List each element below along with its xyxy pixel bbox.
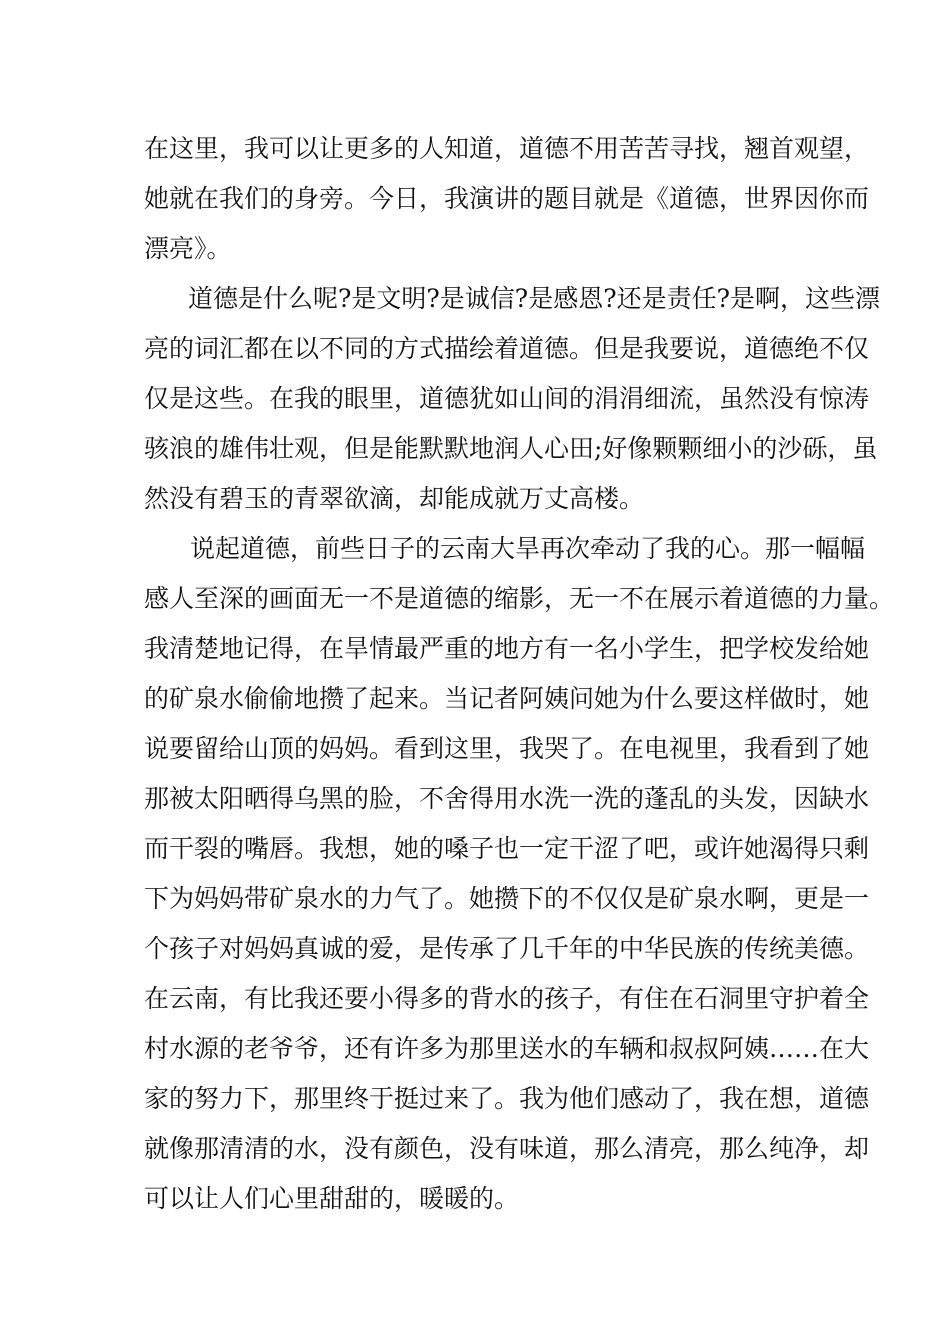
text-line: 说要留给山顶的妈妈。看到这里，我哭了。在电视里，我看到了她 (144, 734, 870, 763)
text-line: 仅是这些。在我的眼里，道德犹如山间的涓涓细流，虽然没有惊涛 (144, 384, 870, 413)
text-line: 感人至深的画面无一不是道德的缩影，无一不在展示着道德的力量。 (144, 584, 895, 613)
text-line: 的矿泉水偷偷地攒了起来。当记者阿姨问她为什么要这样做时，她 (144, 684, 870, 713)
text-line: 在这里，我可以让更多的人知道，道德不用苦苦寻找，翘首观望， (144, 134, 870, 163)
text-line: 漂亮》。 (144, 234, 232, 263)
text-line: 村水源的老爷爷，还有许多为那里送水的车辆和叔叔阿姨……在大 (144, 1034, 870, 1063)
text-line: 骇浪的雄伟壮观，但是能默默地润人心田;好像颗颗细小的沙砾，虽 (144, 434, 878, 463)
text-line: 而干裂的嘴唇。我想，她的嗓子也一定干涩了吧，或许她渴得只剩 (144, 834, 870, 863)
text-line: 亮的词汇都在以不同的方式描绘着道德。但是我要说，道德绝不仅 (144, 334, 870, 363)
text-line: 个孩子对妈妈真诚的爱，是传承了几千年的中华民族的传统美德。 (144, 934, 870, 963)
text-line: 在云南，有比我还要小得多的背水的孩子，有住在石洞里守护着全 (144, 984, 870, 1013)
text-line: 下为妈妈带矿泉水的力气了。她攒下的不仅仅是矿泉水啊，更是一 (144, 884, 870, 913)
text-line: 道德是什么呢?是文明?是诚信?是感恩?还是责任?是啊，这些漂 (188, 284, 881, 313)
text-line: 然没有碧玉的青翠欲滴，却能成就万丈高楼。 (144, 484, 645, 513)
text-line: 家的努力下，那里终于挺过来了。我为他们感动了，我在想，道德 (144, 1084, 870, 1113)
text-line: 说起道德，前些日子的云南大旱再次牵动了我的心。那一幅幅 (190, 534, 866, 563)
text-line: 就像那清清的水，没有颜色，没有味道，那么清亮，那么纯净，却 (144, 1134, 870, 1163)
text-line: 她就在我们的身旁。今日，我演讲的题目就是《道德，世界因你而 (144, 184, 870, 213)
text-line: 可以让人们心里甜甜的，暖暖的。 (144, 1184, 520, 1213)
text-line: 我清楚地记得，在旱情最严重的地方有一名小学生，把学校发给她 (144, 634, 870, 663)
text-line: 那被太阳晒得乌黑的脸，不舍得用水洗一洗的蓬乱的头发，因缺水 (144, 784, 870, 813)
